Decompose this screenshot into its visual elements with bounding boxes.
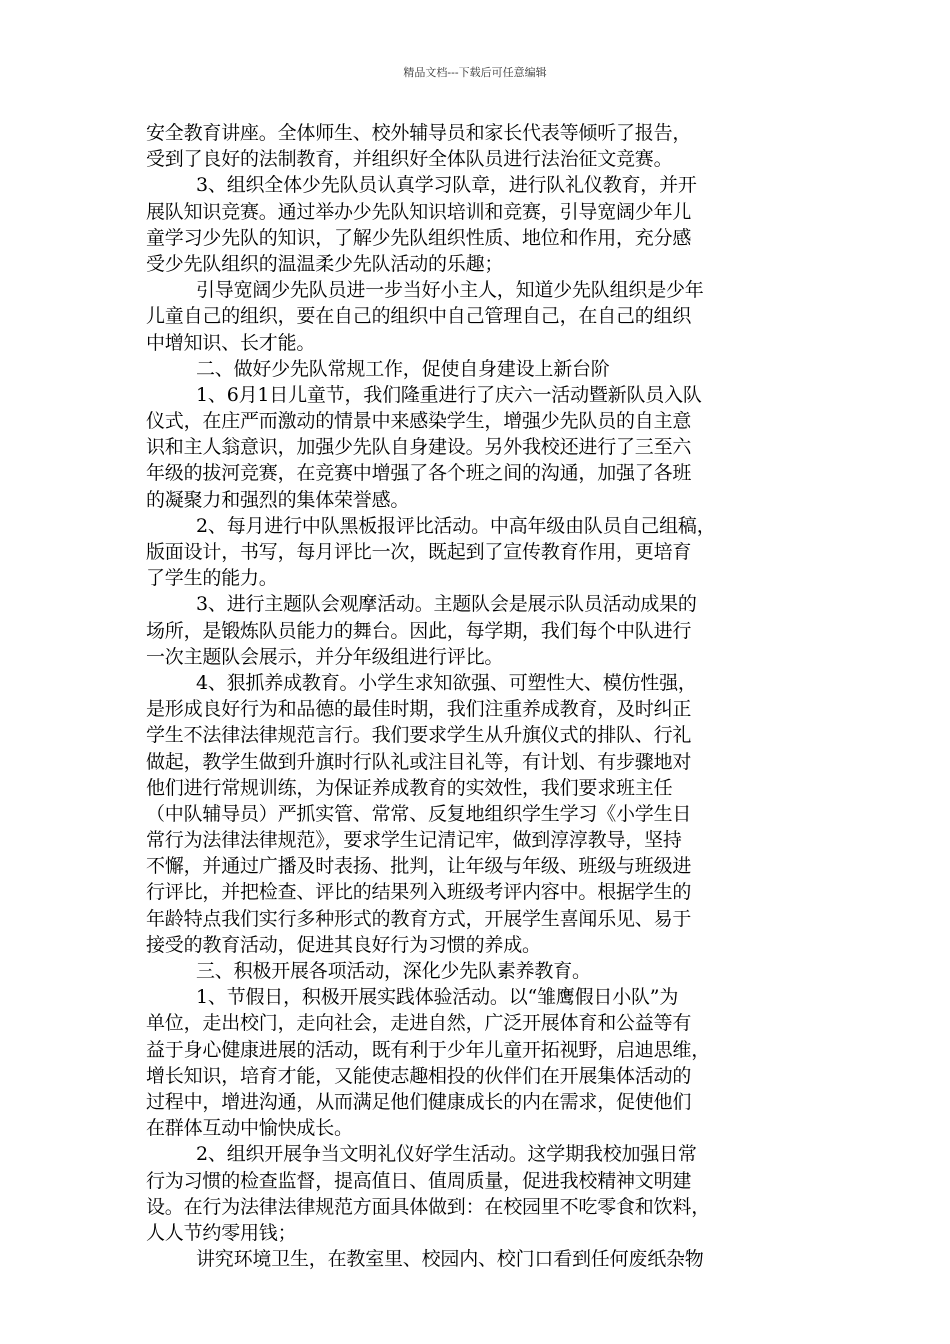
text-line: 二、做好少先队常规工作，促使自身建设上新台阶	[196, 357, 610, 380]
text-line: 讲究环境卫生，在教室里、校园内、校门口看到任何废纸杂物	[196, 1248, 704, 1271]
text-line: 年龄特点我们实行多种形式的教育方式，开展学生喜闻乐见、易于	[146, 907, 692, 930]
text-line: 年级的拔河竞赛，在竞赛中增强了各个班之间的沟通，加强了各班	[146, 462, 692, 485]
text-line: 行为习惯的检查监督，提高值日、值周质量，促进我校精神文明建	[146, 1169, 692, 1192]
text-line: 的凝聚力和强烈的集体荣誉感。	[146, 488, 410, 511]
text-line: 展队知识竞赛。通过举办少先队知识培训和竞赛，引导宽阔少年儿	[146, 200, 692, 223]
text-line: 4、狠抓养成教育。小学生求知欲强、可塑性大、模仿性强，	[196, 671, 697, 694]
text-line: 学生不法律法律规范言行。我们要求学生从升旗仪式的排队、行礼	[146, 724, 692, 747]
text-line: 识和主人翁意识，加强少先队自身建设。另外我校还进行了三至六	[146, 436, 692, 459]
text-line: 1、6月1日儿童节，我们隆重进行了庆六一活动暨新队员入队	[196, 383, 702, 406]
text-line: 设。在行为法律法律规范方面具体做到：在校园里不吃零食和饮料，	[146, 1195, 711, 1218]
text-line: 受少先队组织的温温柔少先队活动的乐趣；	[146, 252, 504, 275]
text-line: 做起，教学生做到升旗时行队礼或注目礼等，有计划、有步骤地对	[146, 750, 692, 773]
text-line: 过程中，增进沟通，从而满足他们健康成长的内在需求，促使他们	[146, 1090, 692, 1113]
text-line: 受到了良好的法制教育，并组织好全体队员进行法治征文竞赛。	[146, 148, 673, 171]
document-body	[146, 120, 806, 1272]
text-line: 人人节约零用钱；	[146, 1221, 297, 1244]
text-line: 安全教育讲座。全体师生、校外辅导员和家长代表等倾听了报告，	[146, 122, 692, 144]
text-line: 版面设计，书写，每月评比一次，既起到了宣传教育作用，更培育	[146, 541, 692, 563]
text-line: 儿童自己的组织，要在自己的组织中自己管理自己，在自己的组织	[146, 305, 692, 328]
text-line: 2、组织开展争当文明礼仪好学生活动。这学期我校加强日常	[196, 1143, 697, 1166]
text-line: 他们进行常规训练，为保证养成教育的实效性，我们要求班主任	[146, 776, 673, 799]
text-line: 中增知识、长才能。	[146, 331, 316, 354]
page-header: 精品文档---下载后可任意编辑	[403, 66, 547, 79]
text-line: 接受的教育活动，促进其良好行为习惯的养成。	[146, 933, 541, 956]
text-line: 了学生的能力。	[146, 567, 278, 590]
text-line: 单位，走出校门，走向社会，走进自然，广泛开展体育和公益等有	[146, 1012, 692, 1035]
text-line: 仪式，在庄严而激动的情景中来感染学生，增强少先队员的自主意	[146, 410, 692, 433]
text-line: 1、节假日，积极开展实践体验活动。以“雏鹰假日小队”为	[196, 986, 679, 1009]
text-line: 不懈，并通过广播及时表扬、批判，让年级与年级、班级与班级进	[146, 855, 692, 878]
text-line: 常行为法律法律规范》，要求学生记清记牢，做到淳淳教导，坚持	[146, 829, 682, 852]
text-line: 3、进行主题队会观摩活动。主题队会是展示队员活动成果的	[196, 593, 697, 616]
text-line: 一次主题队会展示，并分年级组进行评比。	[146, 645, 504, 668]
text-line: 益于身心健康进展的活动，既有利于少年儿童开拓视野，启迪思维，	[146, 1038, 711, 1061]
text-line: 童学习少先队的知识，了解少先队组织性质、地位和作用，充分感	[146, 226, 692, 249]
text-line: 三、积极开展各项活动，深化少先队素养教育。	[196, 960, 591, 982]
text-line: 是形成良好行为和品德的最佳时期，我们注重养成教育，及时纠正	[146, 698, 692, 721]
text-line: （中队辅导员）严抓实管、常常、反复地组织学生学习《小学生日	[146, 802, 692, 825]
text-line: 增长知识，培育才能，又能使志趣相投的伙伴们在开展集体活动的	[146, 1064, 692, 1087]
text-line: 3、组织全体少先队员认真学习队章，进行队礼仪教育，并开	[196, 174, 697, 197]
text-line: 2、每月进行中队黑板报评比活动。中高年级由队员自己组稿，	[196, 514, 716, 537]
text-line: 在群体互动中愉快成长。	[146, 1117, 353, 1140]
text-line: 行评比，并把检查、评比的结果列入班级考评内容中。根据学生的	[146, 881, 692, 904]
text-line: 场所，是锻炼队员能力的舞台。因此，每学期，我们每个中队进行	[146, 619, 692, 642]
text-line: 引导宽阔少先队员进一步当好小主人，知道少先队组织是少年	[196, 279, 704, 302]
